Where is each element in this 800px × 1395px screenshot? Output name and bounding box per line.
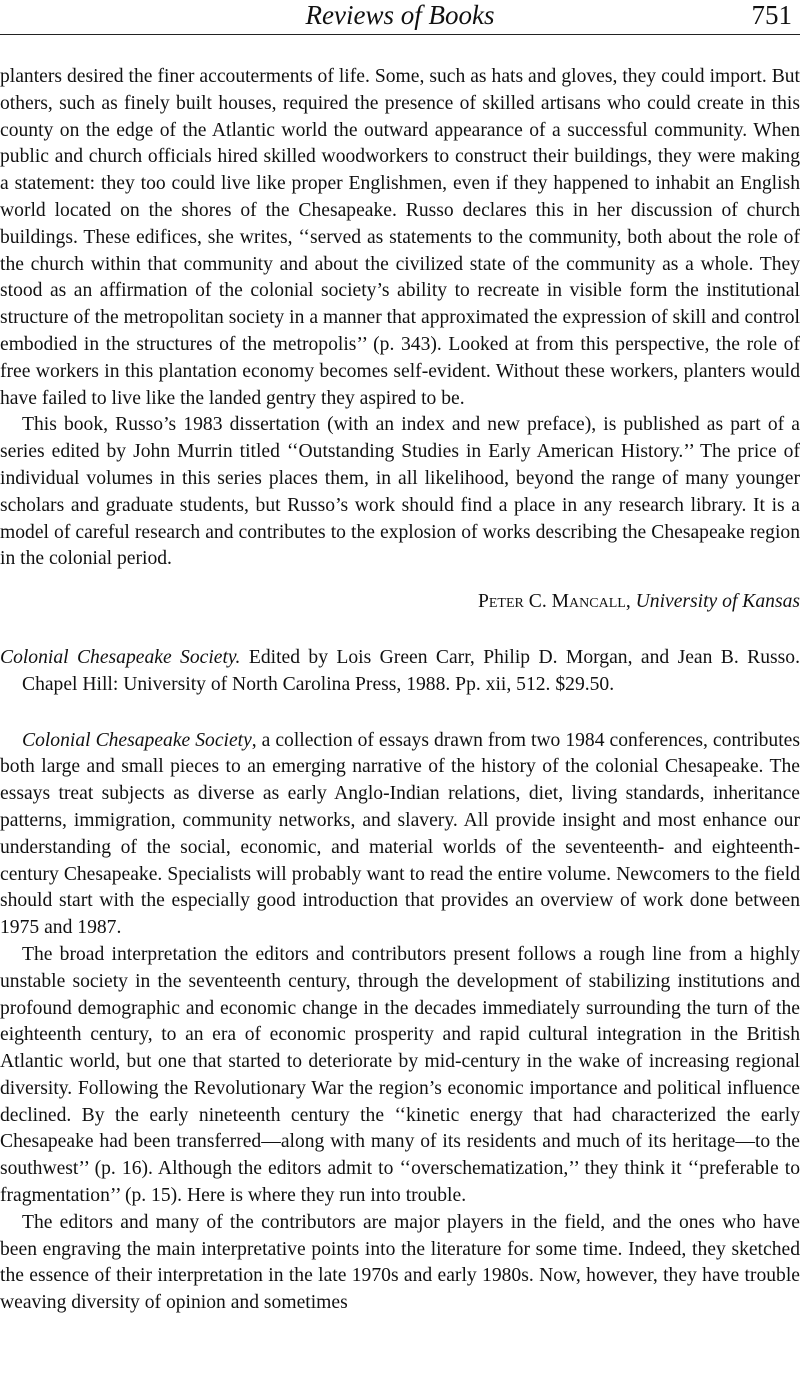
review1-paragraph-2: This book, Russo’s 1983 dissertation (with an index and new preface), is published as part of a series edited by John Murrin titled ‘‘Outstanding Studies in Early American History.’’ The price of individual volumes in this series places them, in all likelihood, beyond the range of many younger scholars and graduate students, but Russo’s work should find a place in any research library. It is a model of careful research and contributes to the explosion of works describing the Chesapeake region in the colonial period. — [0, 414, 800, 570]
book-details: Edited by Lois Green Carr, Philip D. Morgan, and Jean B. Russo. Chapel Hill: University of North Carolina Press, 1988. Pp. xii, 512. $29.50. — [22, 646, 800, 695]
reviewer-signature: Peter C. Mancall, University of Kansas — [477, 591, 800, 613]
body-text — [0, 64, 800, 1317]
review2-paragraph-3: The editors and many of the contributors are major players in the field, and the ones who have been engraving the main interpretative points into the literature for some time. Indeed, they sketched the essence of their interpretation in the late 1970s and early 1980s. Now, however, they have trouble weaving diversity of opinion and sometimes — [0, 1211, 800, 1314]
header-rule — [0, 34, 800, 35]
book-title: Colonial Chesapeake Society. — [0, 646, 241, 668]
review1-paragraph-1: planters desired the finer accouterments of life. Some, such as hats and gloves, they could import. But others, such as finely built houses, required the presence of skilled artisans who could create in this county on the edge of the Atlantic world the outward appearance of a successful community. When public and church officials hired skilled woodworkers to construct their buildings, they were making a statement: they too could live like proper Englishmen, even if they happened to inhabit an English world located on the shores of the Chesapeake. Russo declares this in her discussion of church buildings. These edifices, she writes, ‘‘served as statements to the community, both about the role of the church within that community and about the civilized state of the community as a whole. They stood as an affirmation of the colonial society’s ability to recreate in visible form the institutional structure of the metropolitan society in a manner that approximated the expression of skill and control embodied in the structures of the metropolis’’ (p. 343). Looked at from this perspective, the role of free workers in this plantation economy becomes self-evident. Without these workers, planters would have failed to live like the landed gentry they aspired to be. — [0, 66, 800, 409]
page-number: 751 — [751, 0, 792, 30]
book-citation — [0, 645, 800, 699]
page-header — [0, 0, 800, 36]
review2-paragraph-1-title: Colonial Chesapeake Society — [22, 729, 252, 751]
reviewer-affiliation: University of Kansas — [635, 591, 800, 613]
running-title: Reviews of Books — [305, 0, 495, 30]
review2-paragraph-2: The broad interpretation the editors and contributors present follows a rough line from a highly unstable society in the seventeenth century, through the development of stabilizing institutions and profound demographic and economic change in the decades immediately surrounding the turn of the eighteenth century, to an era of economic prosperity and rapid cultural integration in the British Atlantic world, but one that started to deteriorate by mid-century in the wake of increasing regional diversity. Following the Revolutionary War the region’s economic importance and political influence declined. By the early nineteenth century the ‘‘kinetic energy that had characterized the early Chesapeake had been transferred—along with many of its residents and much of its heritage—to the southwest’’ (p. 16). Although the editors admit to ‘‘overschematization,’’ they think it ‘‘preferable to fragmentation’’ (p. 15). Here is where they run into trouble. — [0, 943, 800, 1207]
review2-paragraph-1-text: , a collection of essays drawn from two 1984 conferences, contributes both large and small pieces to an emerging narrative of the history of the colonial Chesapeake. The essays treat subjects as diverse as early Anglo-Indian relations, diet, living standards, inheritance patterns, immigration, community networks, and slavery. All provide insight and most enhance our understanding of the social, economic, and material worlds of the seventeenth- and eighteenth-century Chesapeake. Specialists will probably want to read the entire volume. Newcomers to the field should start with the especially good introduction that provides an overview of work done between 1975 and 1987. — [0, 729, 800, 939]
review2-paragraph-1 — [0, 728, 800, 942]
reviewer-name: Peter C. Mancall — [477, 591, 626, 613]
